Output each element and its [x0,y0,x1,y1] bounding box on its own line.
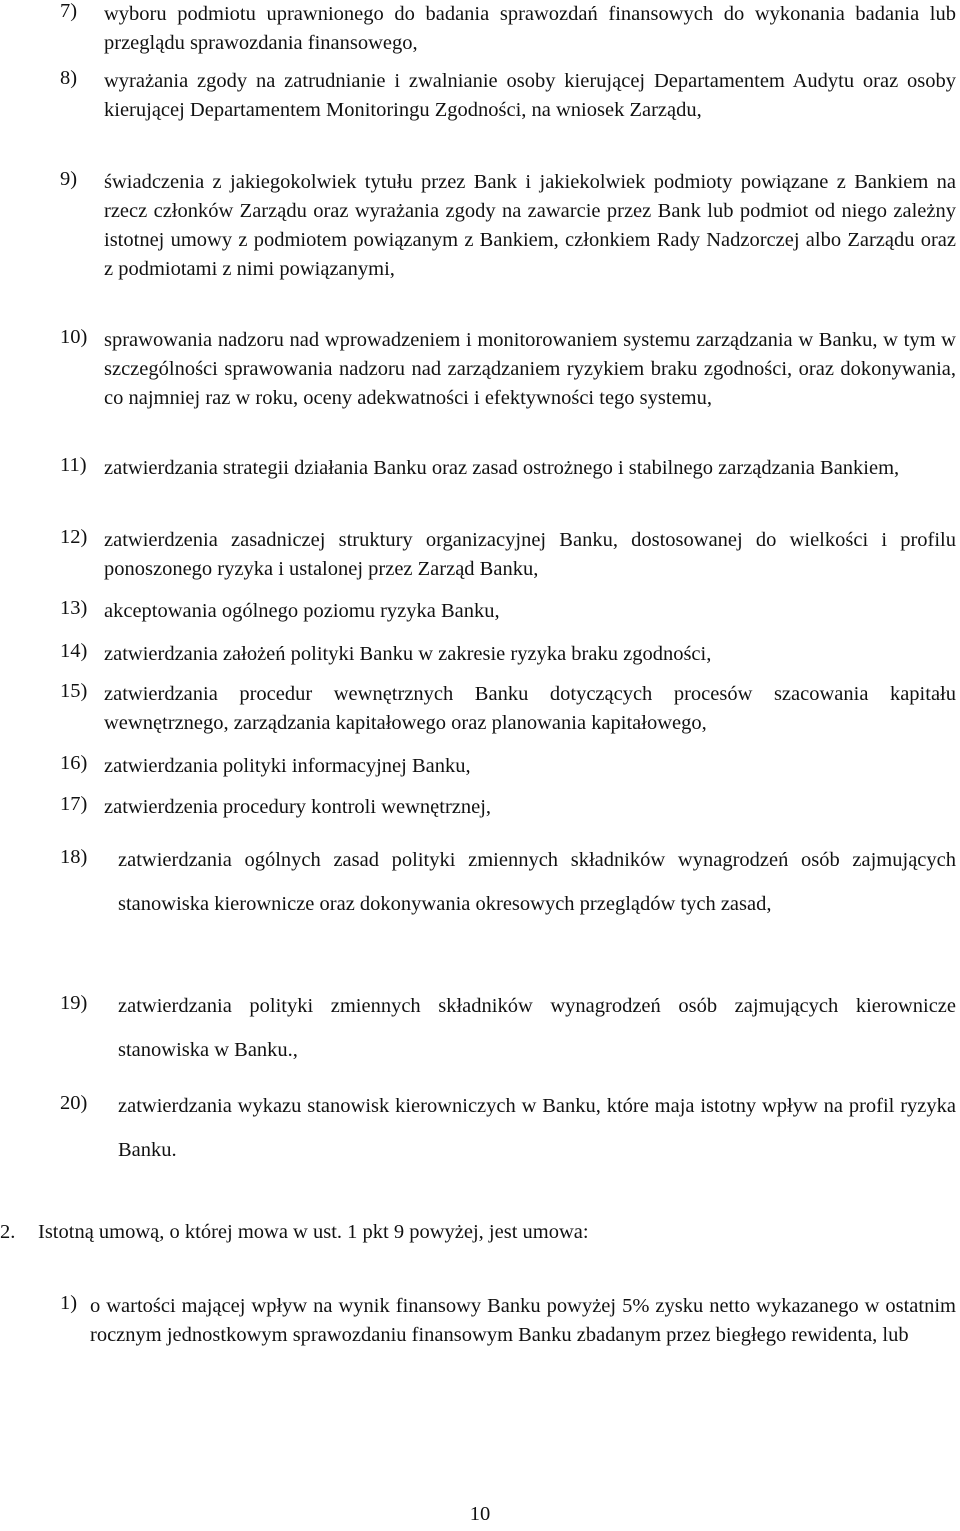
list-item-number: 18) [60,846,88,868]
list-item-text: zatwierdzania polityki informacyjnej Banku, [104,755,471,777]
list-item-text: wyboru podmiotu uprawnionego do badania sprawozdań finansowych do wykonania badania lub przeglądu sprawozdania finansowego, [104,3,956,54]
list-item-number: 8) [60,67,78,89]
list-item-number: 10) [60,326,88,348]
list-item-number: 13) [60,597,88,619]
list-item-number: 15) [60,680,88,702]
list-item-text: akceptowania ogólnego poziomu ryzyka Banku, [104,600,500,622]
sub-list-item-text: o wartości mającej wpływ na wynik finansowy Banku powyżej 5% zysku netto wykazanego w ostatnim rocznym jednostkowym sprawozdaniu finansowym Banku zbadanym przez biegłego rewidenta, lub [90,1295,956,1346]
list-item-number: 16) [60,752,88,774]
list-item-number: 12) [60,526,88,548]
section-number: 2. [0,1221,16,1243]
list-item-text: sprawowania nadzoru nad wprowadzeniem i monitorowaniem systemu zarządzania w Banku, w tym w szczególności sprawowania nadzoru nad zarządzaniem ryzykiem braku zgodności, oraz dokonywania, co najmniej raz w roku, oceny adekwatności i efektywności tego systemu, [104,329,956,409]
list-item-number: 14) [60,640,88,662]
list-item-number: 9) [60,168,78,190]
list-item-number: 7) [60,0,78,22]
list-item-number: 19) [60,992,88,1014]
list-item-text: zatwierdzania polityki zmiennych składników wynagrodzeń osób zajmujących kierownicze stanowiska w Banku., [118,995,956,1061]
list-item-text: zatwierdzania wykazu stanowisk kierowniczych w Banku, które maja istotny wpływ na profil ryzyka Banku. [118,1095,956,1161]
section-text: Istotną umową, o której mowa w ust. 1 pkt 9 powyżej, jest umowa: [38,1221,589,1243]
list-item-number: 20) [60,1092,88,1114]
list-item-number: 17) [60,793,88,815]
list-item-text: zatwierdzania procedur wewnętrznych Banku dotyczących procesów szacowania kapitału wewnętrznego, zarządzania kapitałowego oraz planowania kapitałowego, [104,683,956,734]
list-item-text: zatwierdzania założeń polityki Banku w zakresie ryzyka braku zgodności, [104,643,712,665]
page-number: 10 [469,1503,491,1525]
list-item-text: zatwierdzania ogólnych zasad polityki zmiennych składników wynagrodzeń osób zajmujących stanowiska kierownicze oraz dokonywania okresowych przeglądów tych zasad, [118,849,956,915]
list-item-text: zatwierdzenia procedury kontroli wewnętrznej, [104,796,492,818]
list-item-text: zatwierdzania strategii działania Banku oraz zasad ostrożnego i stabilnego zarządzania Bankiem, [104,457,900,479]
sub-list-item-number: 1) [60,1292,78,1314]
list-item-text: świadczenia z jakiegokolwiek tytułu przez Bank i jakiekolwiek podmioty powiązane z Bankiem na rzecz członków Zarządu oraz wyrażania zgody na zawarcie przez Bank lub podmiot od niego zależny istotnej umowy z podmiotem powiązanym z Bankiem, członkiem Rady Nadzorczej albo Zarządu oraz z podmiotami z nimi powiązanymi, [104,171,956,280]
list-item-text: zatwierdzenia zasadniczej struktury organizacyjnej Banku, dostosowanej do wielkości i profilu ponoszonego ryzyka i ustalonej przez Zarząd Banku, [104,529,956,580]
list-item-text: wyrażania zgody na zatrudnianie i zwalnianie osoby kierującej Departamentem Audytu oraz osoby kierującej Departamentem Monitoringu Zgodności, na wniosek Zarządu, [104,70,956,121]
list-item-number: 11) [60,454,87,476]
